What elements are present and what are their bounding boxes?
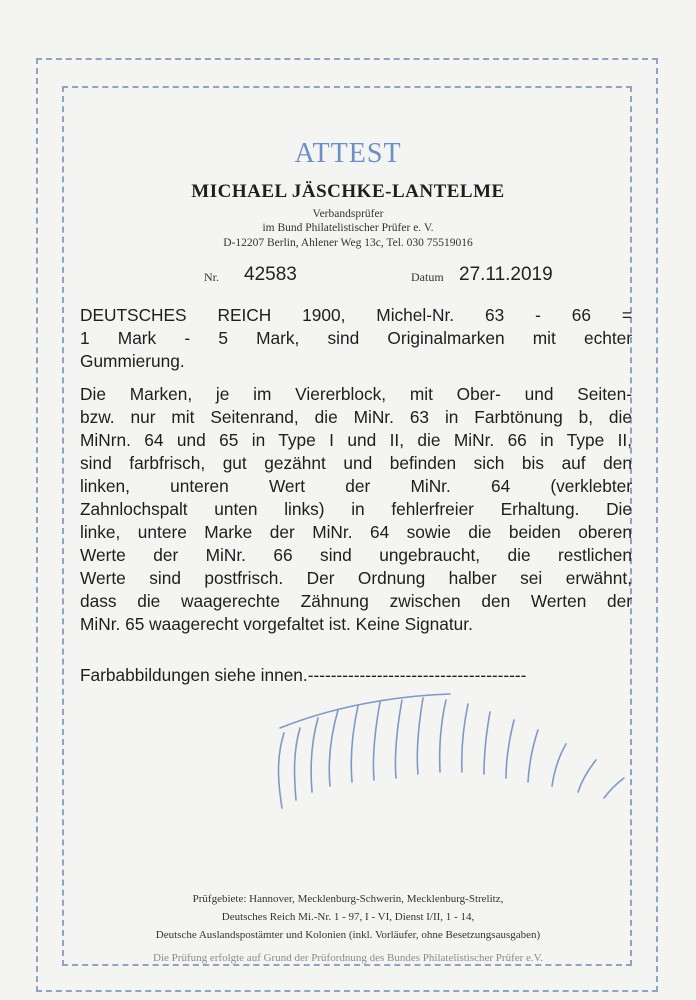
certificate-number-label: Nr.	[204, 270, 219, 284]
text-line: Zahnlochspalt unten links) in fehlerfreier Erhaltung. Die	[80, 499, 632, 519]
footer-note: Die Prüfung erfolgte auf Grund der Prüfordnung des Bundes Philatelistischer Prüfer e.V.	[153, 952, 543, 964]
footer-line: Prüfgebiete: Hannover, Mecklenburg-Schwerin, Mecklenburg-Strelitz,	[192, 893, 504, 905]
footer-line: Deutsche Auslandspostämter und Kolonien (inkl. Vorläufer, ohne Besetzungsausgaben)	[155, 929, 541, 941]
text-line: Gummierung.	[80, 351, 185, 371]
document-title: ATTEST	[294, 138, 402, 169]
handwritten-signature	[260, 688, 640, 828]
text-line: DEUTSCHES REICH 1900, Michel-Nr. 63 - 66 =	[80, 305, 632, 325]
text-line: Werte sind postfrisch. Der Ordnung halber sei erwähnt,	[80, 568, 632, 588]
text-line: MiNrn. 64 und 65 in Type I und II, die MiNr. 66 in Type II,	[80, 430, 632, 450]
paragraph-illustrations	[80, 664, 632, 687]
certificate-date: 27.11.2019	[459, 264, 553, 285]
text-line: 1 Mark - 5 Mark, sind Originalmarken mit echter	[80, 328, 632, 348]
association-name: im Bund Philatelistischer Prüfer e. V.	[262, 222, 434, 234]
examiner-name: MICHAEL JÄSCHKE-LANTELME	[191, 181, 505, 202]
text-line: linke, untere Marke der MiNr. 64 sowie die beiden oberen	[80, 522, 632, 542]
text-line: MiNr. 65 waagerecht vorgefaltet ist. Keine Signatur.	[80, 614, 473, 634]
paragraph-condition	[80, 383, 632, 636]
examiner-address: D-12207 Berlin, Ahlener Weg 13c, Tel. 030 75519016	[223, 237, 473, 249]
text-line: sind farbfrisch, gut gezähnt und befinden sich bis auf den	[80, 453, 632, 473]
examiner-role: Verbandsprüfer	[312, 208, 384, 220]
text-line: bzw. nur mit Seitenrand, die MiNr. 63 in Farbtönung b, die	[80, 407, 632, 427]
footer-line: Deutsches Reich Mi.-Nr. 1 - 97, I - VI, Dienst I/II, 1 - 14,	[221, 911, 475, 923]
text-line: Farbabbildungen siehe innen.--------------------------------------	[80, 665, 527, 685]
paragraph-identification	[80, 304, 632, 373]
text-line: Werte der MiNr. 66 sind ungebraucht, die restlichen	[80, 545, 632, 565]
text-line: linken, unteren Wert der MiNr. 64 (verklebter	[80, 476, 632, 496]
certificate-number: 42583	[244, 264, 297, 285]
text-line: dass die waagerechte Zähnung zwischen den Werten der	[80, 591, 632, 611]
text-line: Die Marken, je im Viererblock, mit Ober- und Seiten-	[80, 384, 632, 404]
date-label: Datum	[411, 270, 444, 284]
